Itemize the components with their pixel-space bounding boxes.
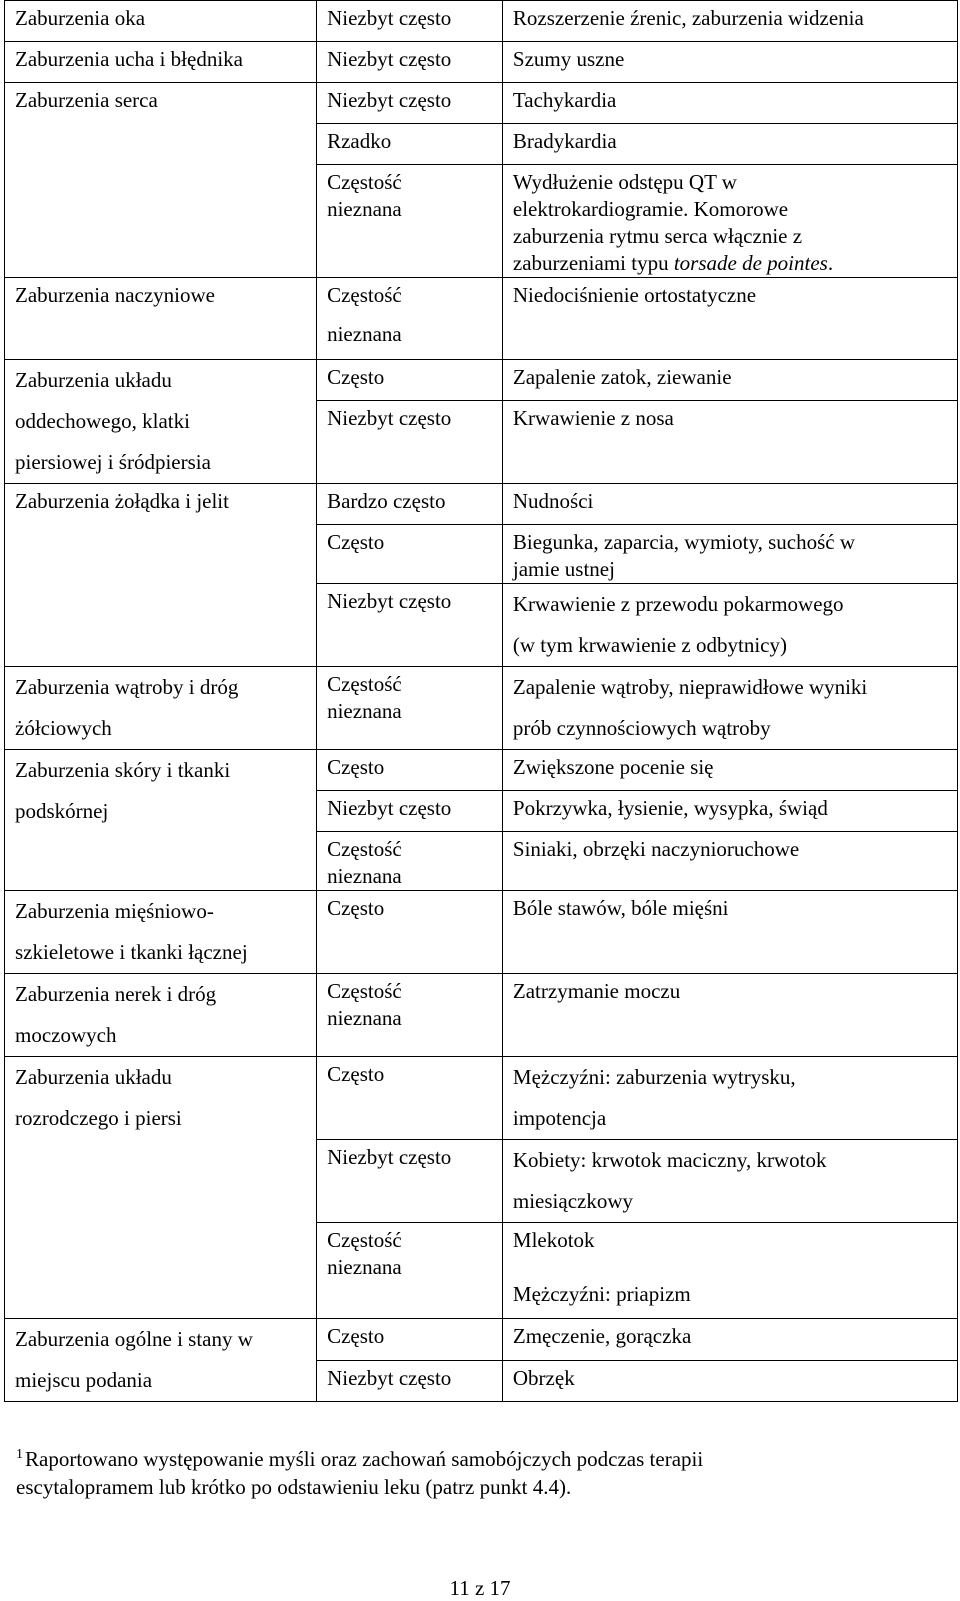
soc-text: szkieletowe i tkanki łącznej: [15, 940, 248, 964]
footnote: [16, 1445, 936, 1501]
soc-cell: Zaburzenia oka: [5, 1, 317, 42]
soc-cell: [5, 974, 317, 1057]
frequency-text: Częstość: [327, 672, 402, 696]
soc-text: żółciowych: [15, 716, 112, 740]
frequency-cell: [317, 1223, 503, 1319]
soc-text: Zaburzenia skóry i tkanki: [15, 758, 231, 782]
soc-text: Zaburzenia układu: [15, 368, 172, 392]
soc-cell: Zaburzenia ucha i błędnika: [5, 42, 317, 83]
effect-text: jamie ustnej: [512, 557, 615, 581]
effect-cell: Rozszerzenie źrenic, zaburzenia widzenia: [502, 1, 957, 42]
frequency-text: nieznana: [327, 699, 402, 723]
effect-cell: Zmęczenie, gorączka: [502, 1319, 957, 1361]
effect-cell: [502, 1223, 957, 1319]
frequency-cell: Niezbyt często: [317, 1140, 503, 1223]
frequency-text: Częstość: [327, 837, 402, 861]
frequency-cell: Niezbyt często: [317, 42, 503, 83]
adverse-effects-table: [4, 0, 958, 1402]
effect-cell: Obrzęk: [502, 1360, 957, 1402]
table-row: [5, 83, 958, 124]
effect-text-part: zaburzeniami typu: [512, 251, 674, 275]
effect-text: elektrokardiogramie. Komorowe: [512, 197, 789, 221]
frequency-cell: [317, 165, 503, 278]
table-row: [5, 750, 958, 791]
table-row: [5, 278, 958, 360]
frequency-cell: [317, 278, 503, 360]
frequency-cell: Często: [317, 1319, 503, 1361]
effect-cell: [502, 584, 957, 667]
soc-cell: Zaburzenia żołądka i jelit: [5, 484, 317, 667]
frequency-cell: Niezbyt często: [317, 83, 503, 124]
frequency-cell: Często: [317, 525, 503, 584]
soc-text: Zaburzenia mięśniowo-: [15, 899, 214, 923]
effect-text: zaburzeniami typu torsade de pointes.: [512, 251, 834, 275]
frequency-cell: Często: [317, 1057, 503, 1140]
effect-cell: [502, 525, 957, 584]
effect-text: zaburzenia rytmu serca włącznie z: [512, 224, 803, 248]
frequency-text: Częstość: [327, 1228, 402, 1252]
table-row: [5, 1, 958, 42]
effect-cell: [502, 1140, 957, 1223]
frequency-cell: Często: [317, 891, 503, 974]
frequency-cell: Niezbyt często: [317, 1, 503, 42]
effect-text: prób czynnościowych wątroby: [512, 716, 771, 740]
soc-text: miejscu podania: [15, 1368, 153, 1392]
frequency-text: Częstość: [327, 979, 402, 1003]
effect-cell: [502, 667, 957, 750]
frequency-cell: Niezbyt często: [317, 584, 503, 667]
effect-text: Kobiety: krwotok maciczny, krwotok: [512, 1148, 827, 1172]
footnote-marker: 1: [16, 1447, 23, 1462]
effect-text-italic: torsade de pointes: [673, 251, 828, 275]
frequency-text: nieznana: [327, 1006, 402, 1030]
frequency-cell: [317, 974, 503, 1057]
effect-cell: [502, 165, 957, 278]
frequency-cell: Często: [317, 750, 503, 791]
frequency-cell: Często: [317, 360, 503, 401]
effect-cell: Bóle stawów, bóle mięśni: [502, 891, 957, 974]
soc-cell: Zaburzenia serca: [5, 83, 317, 278]
soc-text: Zaburzenia ogólne i stany w: [15, 1327, 253, 1351]
frequency-text: nieznana: [327, 1255, 402, 1279]
effect-cell: Zatrzymanie moczu: [502, 974, 957, 1057]
soc-text: moczowych: [15, 1023, 117, 1047]
effect-text: Biegunka, zaparcia, wymioty, suchość w: [512, 530, 856, 554]
effect-text: impotencja: [512, 1106, 607, 1130]
frequency-cell: Niezbyt często: [317, 1360, 503, 1402]
soc-text: piersiowej i śródpiersia: [15, 450, 211, 474]
frequency-cell: Bardzo często: [317, 484, 503, 525]
effect-text: Zapalenie wątroby, nieprawidłowe wyniki: [512, 675, 868, 699]
effect-cell: Pokrzywka, łysienie, wysypka, świąd: [502, 791, 957, 832]
effect-cell: Niedociśnienie ortostatyczne: [502, 278, 957, 360]
effect-text: Wydłużenie odstępu QT w: [512, 170, 737, 194]
table-row: [5, 42, 958, 83]
frequency-text: Częstość: [327, 283, 402, 307]
soc-cell: [5, 750, 317, 891]
soc-cell: Zaburzenia naczyniowe: [5, 278, 317, 360]
page-number: 11 z 17: [449, 1576, 511, 1600]
soc-text: rozrodczego i piersi: [15, 1106, 182, 1130]
soc-text: Zaburzenia nerek i dróg: [15, 982, 217, 1006]
frequency-cell: Rzadko: [317, 124, 503, 165]
table-row: [5, 360, 958, 401]
effect-cell: Nudności: [502, 484, 957, 525]
frequency-cell: Niezbyt często: [317, 401, 503, 484]
frequency-text: Częstość: [327, 170, 402, 194]
effect-text: Krwawienie z przewodu pokarmowego: [512, 592, 844, 616]
soc-text: Zaburzenia wątroby i dróg: [15, 675, 239, 699]
soc-text: oddechowego, klatki: [15, 409, 190, 433]
table-row: [5, 1319, 958, 1361]
effect-text: (w tym krwawienie z odbytnicy): [512, 633, 787, 657]
frequency-cell: Niezbyt często: [317, 791, 503, 832]
frequency-text: nieznana: [327, 322, 402, 346]
footnote-text-line2: escytalopramem lub krótko po odstawieniu leku (patrz punkt 4.4).: [16, 1475, 572, 1499]
frequency-cell: [317, 832, 503, 891]
soc-cell: [5, 891, 317, 974]
table-row: [5, 974, 958, 1057]
soc-cell: [5, 360, 317, 484]
effect-text: Mężczyźni: priapizm: [512, 1282, 691, 1306]
effect-cell: Krwawienie z nosa: [502, 401, 957, 484]
effect-text: Mlekotok: [512, 1228, 595, 1252]
effect-cell: Zwiększone pocenie się: [502, 750, 957, 791]
effect-cell: Bradykardia: [502, 124, 957, 165]
soc-cell: [5, 1319, 317, 1402]
effect-text: Mężczyźni: zaburzenia wytrysku,: [512, 1065, 796, 1089]
effect-cell: Szumy uszne: [502, 42, 957, 83]
table-row: [5, 484, 958, 525]
frequency-text: nieznana: [327, 197, 402, 221]
table-row: [5, 667, 958, 750]
soc-cell: [5, 667, 317, 750]
effect-cell: Tachykardia: [502, 83, 957, 124]
table-row: [5, 891, 958, 974]
effect-cell: [502, 1057, 957, 1140]
soc-cell: [5, 1057, 317, 1319]
table-row: [5, 1057, 958, 1140]
effect-text: miesiączkowy: [512, 1189, 634, 1213]
footnote-text-line1: Raportowano występowanie myśli oraz zachowań samobójczych podczas terapii: [25, 1447, 704, 1471]
soc-text: Zaburzenia układu: [15, 1065, 172, 1089]
frequency-cell: [317, 667, 503, 750]
soc-text: podskórnej: [15, 799, 109, 823]
effect-cell: Siniaki, obrzęki naczynioruchowe: [502, 832, 957, 891]
effect-cell: Zapalenie zatok, ziewanie: [502, 360, 957, 401]
frequency-text: nieznana: [327, 864, 402, 888]
